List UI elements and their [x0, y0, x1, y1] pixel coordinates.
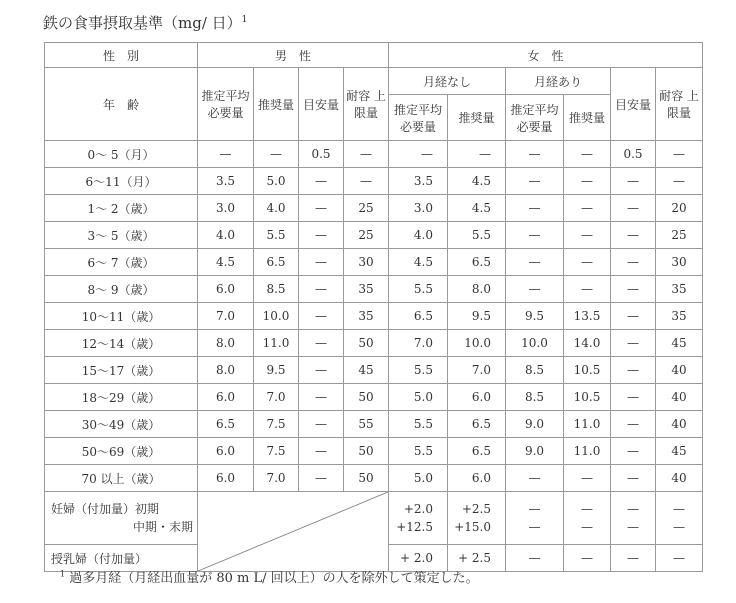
value-cell: 40 [656, 357, 703, 384]
value-cell: 35 [656, 303, 703, 330]
value-cell: 7.5 [254, 438, 299, 465]
footnote-text: 過多月経（月経出血量が 80 m L/ 回以上）の人を除外して策定した。 [69, 571, 479, 586]
value-cell: — [564, 195, 611, 222]
value-cell: 25 [344, 195, 389, 222]
value-cell: — [299, 168, 344, 195]
value-cell: 9.5 [448, 303, 506, 330]
pregnant-value-cell [656, 492, 703, 545]
value-cell: 35 [344, 303, 389, 330]
age-header: 年 齢 [45, 68, 198, 141]
value-cell: 0.5 [299, 141, 344, 168]
value-cell: 50 [344, 330, 389, 357]
male-rda-header: 推奨量 [254, 68, 299, 141]
mens-rda-header: 推奨量 [564, 95, 611, 141]
value-cell: 3.5 [389, 168, 448, 195]
title-footnote-mark: 1 [241, 15, 248, 25]
mid-late-value: — [673, 520, 685, 534]
value-cell: 6.5 [448, 249, 506, 276]
value-cell: 4.0 [389, 222, 448, 249]
value-cell: 7.0 [389, 330, 448, 357]
value-cell: 20 [656, 195, 703, 222]
diagonal-line [198, 492, 388, 571]
value-cell: — [564, 249, 611, 276]
value-cell: 6.0 [448, 465, 506, 492]
iron-intake-table [44, 42, 703, 572]
age-cell: 15～17（歳） [45, 357, 198, 384]
value-cell: — [506, 249, 564, 276]
no-menstruation-header: 月経なし [389, 68, 506, 95]
mens-ear-header: 推定平均 必要量 [506, 95, 564, 141]
value-cell: 40 [656, 384, 703, 411]
value-cell: 55 [344, 411, 389, 438]
value-cell: 4.0 [254, 195, 299, 222]
value-cell: — [254, 141, 299, 168]
value-cell: 5.5 [389, 411, 448, 438]
pregnant-row [45, 492, 703, 545]
value-cell: 5.5 [448, 222, 506, 249]
value-cell: — [611, 249, 656, 276]
value-cell: — [611, 465, 656, 492]
value-cell: — [344, 168, 389, 195]
value-cell: 45 [656, 438, 703, 465]
value-cell: — [299, 411, 344, 438]
value-cell: — [611, 438, 656, 465]
value-cell: — [564, 141, 611, 168]
value-cell: 45 [344, 357, 389, 384]
value-cell: 10.5 [564, 384, 611, 411]
value-cell: 7.0 [254, 384, 299, 411]
lactating-value-cell: — [506, 545, 564, 572]
lactating-label: 授乳婦（付加量） [45, 545, 198, 572]
value-cell: 5.5 [389, 357, 448, 384]
value-cell: — [611, 357, 656, 384]
male-ul-header: 耐容 上限量 [344, 68, 389, 141]
value-cell: — [299, 276, 344, 303]
value-cell: — [506, 465, 564, 492]
age-cell: 30～49（歳） [45, 411, 198, 438]
value-cell: — [299, 330, 344, 357]
value-cell: — [611, 276, 656, 303]
value-cell: — [611, 303, 656, 330]
value-cell: 10.0 [448, 330, 506, 357]
value-cell: 5.0 [389, 465, 448, 492]
value-cell: 5.5 [389, 438, 448, 465]
value-cell: 50 [344, 384, 389, 411]
age-cell: 18～29（歳） [45, 384, 198, 411]
table-row [45, 357, 703, 384]
value-cell: 11.0 [254, 330, 299, 357]
blank-diagonal-cell [198, 492, 389, 572]
value-cell: 5.0 [389, 384, 448, 411]
mid-late-value: +12.5 [396, 520, 433, 534]
value-cell: 9.5 [506, 303, 564, 330]
pregnant-value-cell [389, 492, 448, 545]
pregnant-value-cell [564, 492, 611, 545]
age-cell: 1～ 2（歳） [45, 195, 198, 222]
value-cell: 8.5 [506, 357, 564, 384]
value-cell: 4.5 [448, 168, 506, 195]
table-row [45, 384, 703, 411]
value-cell: — [389, 141, 448, 168]
value-cell: — [506, 222, 564, 249]
value-cell: 10.5 [564, 357, 611, 384]
table-row [45, 411, 703, 438]
value-cell: 50 [344, 465, 389, 492]
value-cell: — [299, 384, 344, 411]
value-cell: 25 [344, 222, 389, 249]
value-cell: 8.5 [506, 384, 564, 411]
value-cell: — [344, 141, 389, 168]
value-cell: — [656, 141, 703, 168]
value-cell: 7.0 [448, 357, 506, 384]
table-row [45, 168, 703, 195]
age-cell: 12～14（歳） [45, 330, 198, 357]
value-cell: — [299, 438, 344, 465]
value-cell: 4.5 [448, 195, 506, 222]
value-cell: — [299, 465, 344, 492]
age-cell: 10～11（歳） [45, 303, 198, 330]
value-cell: 40 [656, 465, 703, 492]
value-cell: 35 [656, 276, 703, 303]
age-cell: 0～ 5（月） [45, 141, 198, 168]
value-cell: 11.0 [564, 438, 611, 465]
value-cell: 11.0 [564, 411, 611, 438]
value-cell: 4.5 [198, 249, 254, 276]
value-cell: — [506, 195, 564, 222]
value-cell: 30 [344, 249, 389, 276]
table-row [45, 222, 703, 249]
value-cell: — [299, 195, 344, 222]
female-header: 女 性 [389, 43, 703, 68]
table-row [45, 195, 703, 222]
early-value: +2.0 [403, 502, 433, 516]
value-cell: 9.0 [506, 411, 564, 438]
male-ai-header: 目安量 [299, 68, 344, 141]
table-row [45, 303, 703, 330]
early-value: — [581, 502, 593, 516]
value-cell: — [564, 276, 611, 303]
value-cell: 7.0 [254, 465, 299, 492]
value-cell: — [448, 141, 506, 168]
table-row [45, 438, 703, 465]
age-cell: 70 以上（歳） [45, 465, 198, 492]
mid-late-value: — [581, 520, 593, 534]
mid-late-value: +15.0 [454, 520, 491, 534]
value-cell: — [299, 222, 344, 249]
value-cell: 7.5 [254, 411, 299, 438]
value-cell: 30 [656, 249, 703, 276]
menstruation-header: 月経あり [506, 68, 611, 95]
value-cell: 40 [656, 411, 703, 438]
value-cell: 6.5 [448, 438, 506, 465]
value-cell: 50 [344, 438, 389, 465]
lactating-value-cell: — [611, 545, 656, 572]
value-cell: — [611, 168, 656, 195]
value-cell: 6.5 [448, 411, 506, 438]
value-cell: 7.0 [198, 303, 254, 330]
pregnant-value-cell [611, 492, 656, 545]
value-cell: 13.5 [564, 303, 611, 330]
value-cell: 8.0 [198, 330, 254, 357]
value-cell: — [299, 249, 344, 276]
value-cell: 8.0 [448, 276, 506, 303]
lactating-value-cell: — [656, 545, 703, 572]
female-ul-header: 耐容 上限量 [656, 68, 703, 141]
pregnant-value-cell [506, 492, 564, 545]
value-cell: — [611, 411, 656, 438]
value-cell: 6.0 [198, 438, 254, 465]
male-ear-header: 推定平均 必要量 [198, 68, 254, 141]
early-value: — [673, 502, 685, 516]
value-cell: 3.0 [198, 195, 254, 222]
value-cell: 8.5 [254, 276, 299, 303]
table-row [45, 330, 703, 357]
lactating-value-cell: + 2.0 [389, 545, 448, 572]
value-cell: — [564, 222, 611, 249]
pregnant-value-cell [448, 492, 506, 545]
value-cell: 10.0 [506, 330, 564, 357]
sex-header: 性 別 [45, 43, 198, 68]
age-cell: 50～69（歳） [45, 438, 198, 465]
value-cell: 5.5 [389, 276, 448, 303]
value-cell: 14.0 [564, 330, 611, 357]
pregnant-label [45, 492, 198, 545]
value-cell: — [198, 141, 254, 168]
value-cell: — [611, 222, 656, 249]
pregnant-mid-late-label: 中期・末期 [132, 520, 193, 534]
male-header: 男 性 [198, 43, 389, 68]
age-cell: 3～ 5（歳） [45, 222, 198, 249]
mid-late-value: — [627, 520, 639, 534]
value-cell: — [611, 195, 656, 222]
value-cell: 6.0 [198, 465, 254, 492]
value-cell: 3.0 [389, 195, 448, 222]
age-cell: 6～ 7（歳） [45, 249, 198, 276]
footnote-mark: 1 [60, 569, 66, 579]
value-cell: 8.0 [198, 357, 254, 384]
value-cell: — [506, 168, 564, 195]
value-cell: 9.5 [254, 357, 299, 384]
value-cell: 0.5 [611, 141, 656, 168]
female-ai-header: 目安量 [611, 68, 656, 141]
value-cell: — [506, 276, 564, 303]
lactating-value-cell: + 2.5 [448, 545, 506, 572]
pregnant-early-label: 妊婦（付加量）初期 [51, 502, 160, 516]
mid-late-value: — [528, 520, 541, 534]
value-cell: — [611, 330, 656, 357]
age-cell: 6～11（月） [45, 168, 198, 195]
table-row [45, 141, 703, 168]
table-row [45, 249, 703, 276]
value-cell: 9.0 [506, 438, 564, 465]
page-title [43, 12, 247, 33]
value-cell: — [299, 357, 344, 384]
age-cell: 8～ 9（歳） [45, 276, 198, 303]
value-cell: 6.5 [389, 303, 448, 330]
table-row [45, 465, 703, 492]
early-value: — [627, 502, 639, 516]
value-cell: 6.0 [448, 384, 506, 411]
value-cell: — [564, 168, 611, 195]
value-cell: — [611, 384, 656, 411]
value-cell: — [299, 303, 344, 330]
value-cell: 45 [656, 330, 703, 357]
value-cell: 3.5 [198, 168, 254, 195]
value-cell: 4.0 [198, 222, 254, 249]
value-cell: 6.5 [254, 249, 299, 276]
early-value: +2.5 [461, 502, 491, 516]
value-cell: 35 [344, 276, 389, 303]
value-cell: 25 [656, 222, 703, 249]
value-cell: 6.0 [198, 276, 254, 303]
value-cell: 6.5 [198, 411, 254, 438]
value-cell: 5.0 [254, 168, 299, 195]
value-cell: — [564, 465, 611, 492]
value-cell: 6.0 [198, 384, 254, 411]
value-cell: 5.5 [254, 222, 299, 249]
female-rda-header: 推奨量 [448, 95, 506, 141]
table-row [45, 276, 703, 303]
footnote [60, 567, 479, 586]
value-cell: 4.5 [389, 249, 448, 276]
value-cell: 10.0 [254, 303, 299, 330]
female-ear-header: 推定平均 必要量 [389, 95, 448, 141]
value-cell: — [656, 168, 703, 195]
title-text: 鉄の食事摂取基準（mg/ 日） [43, 14, 242, 32]
lactating-value-cell: — [564, 545, 611, 572]
value-cell: — [506, 141, 564, 168]
early-value: — [528, 502, 541, 516]
